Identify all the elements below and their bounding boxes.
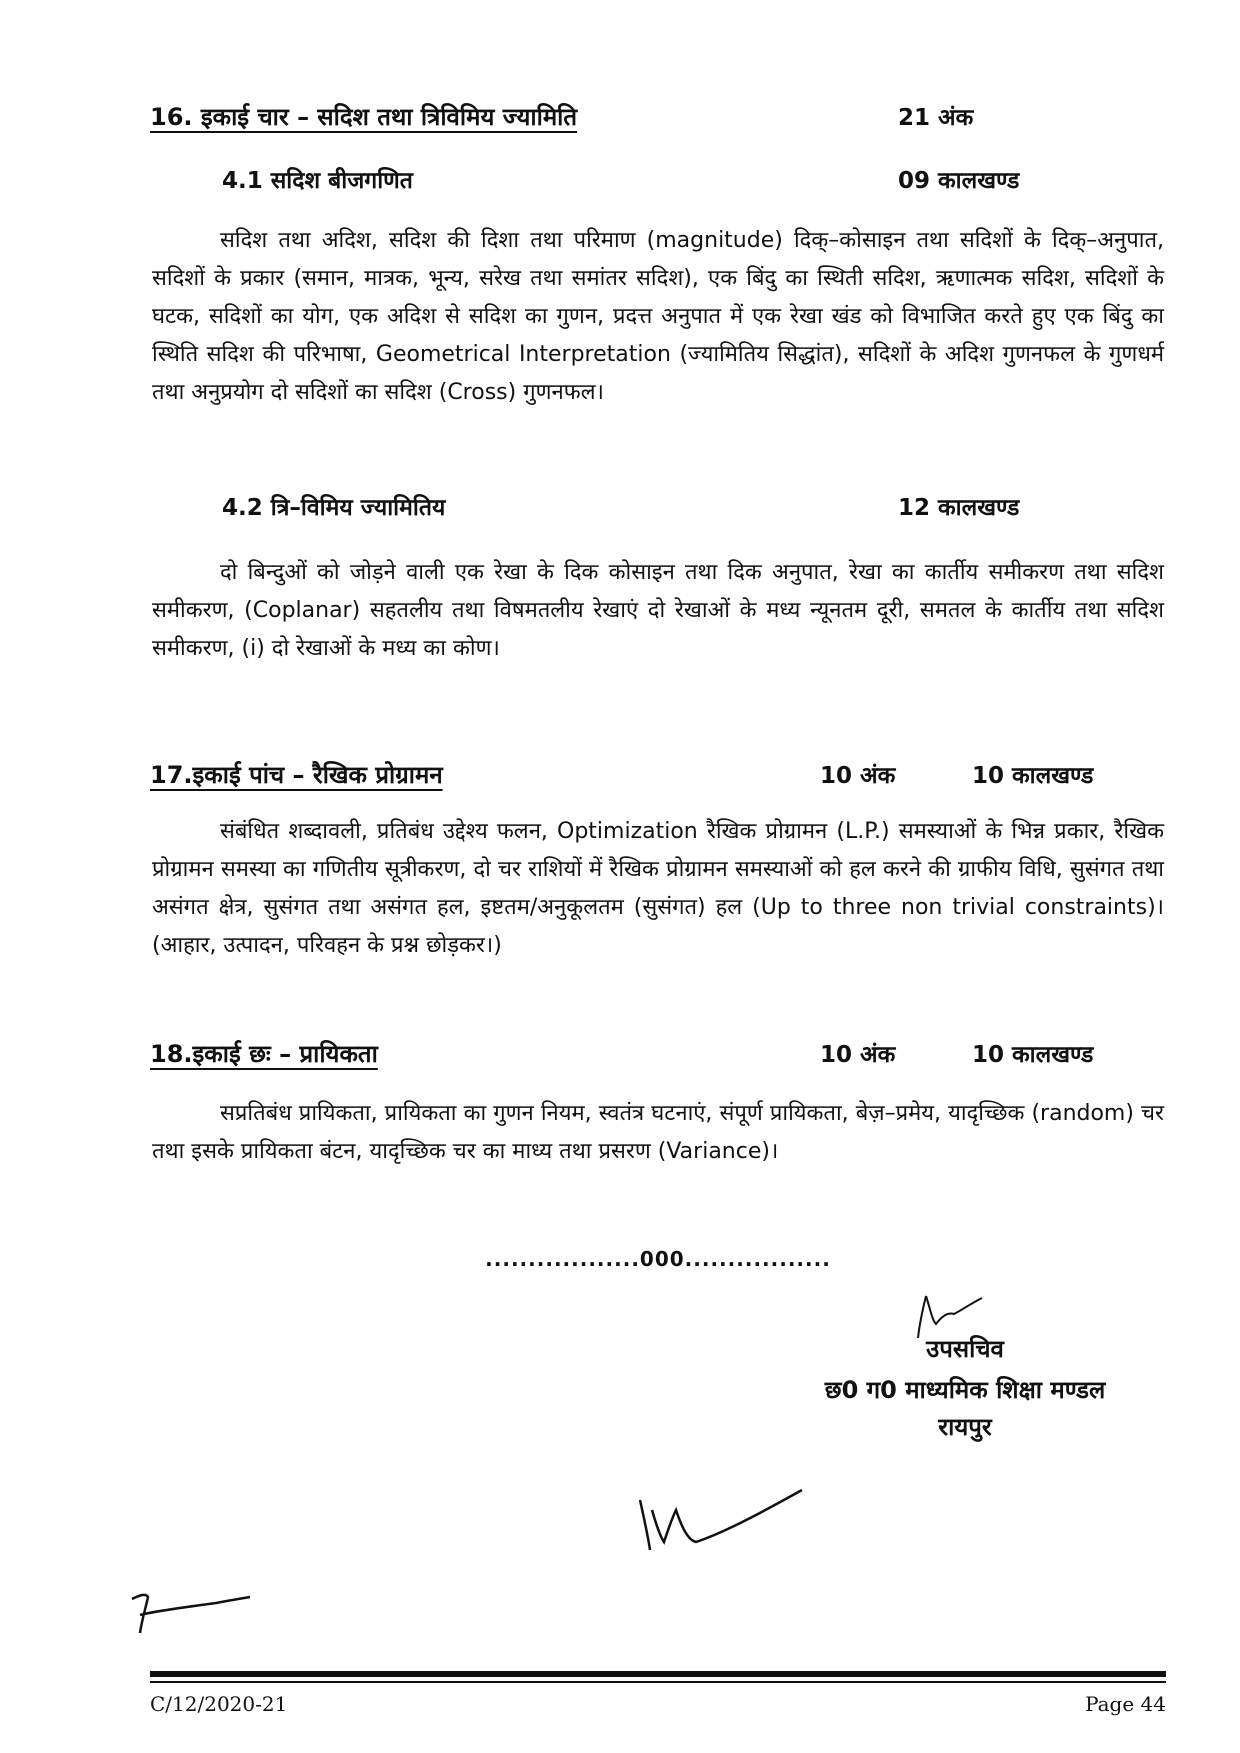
footer-rule-thin — [150, 1681, 1166, 1683]
unit-16-heading — [150, 100, 577, 133]
section-4-1-paragraph: सदिश तथा अदिश, सदिश की दिशा तथा परिमाण (magnitude) दिक्–कोसाइन तथा सदिशों के दिक्–अनुपात, सदिशों के प्रकार (समान, मात्रक, भून्य, सरेख तथा समांतर सदिश), एक बिंदु का स्थिती सदिश, ऋणात्मक सदिश, सदिशों के घटक, सदिशों का योग, एक अदिश से सदिश का गुणन, प्रदत्त अनुपात में एक रेखा खंड को विभाजित करते हुए एक बिंदु का स्थिति सदिश की परिभाषा, Geometrical Interpretation (ज्यामितिय सिद्धांत), सदिशों के अदिश गुणनफल के गुणधर्म तथा अनुप्रयोग दो सदिशों का सदिश (Cross) गुणनफल। — [152, 228, 1164, 405]
initial-scribble-icon — [630, 1480, 810, 1560]
section-4-1-periods: 09 कालखण्ड — [898, 168, 1020, 194]
section-4-2-periods: 12 कालखण्ड — [898, 495, 1020, 521]
unit-18-paragraph: सप्रतिबंध प्रायिकता, प्रायिकता का गुणन नियम, स्वतंत्र घटनाएं, संपूर्ण प्रायिकता, बेज़–प्रमेय, यादृच्छिक (random) चर तथा इसके प्रायिकता बंटन, यादृच्छिक चर का माध्य तथा प्रसरण (Variance)। — [152, 1101, 1164, 1164]
unit-16-heading-text: 16. इकाई चार – सदिश तथा त्रिविमिय ज्यामिति — [150, 103, 578, 131]
footer-rule-thick — [150, 1671, 1166, 1677]
unit-17-heading — [150, 758, 443, 791]
unit-17-heading-text: 17.इकाई पांच – रैखिक प्रोग्रामन — [150, 761, 443, 789]
unit-17-marks: 10 अंक — [820, 763, 896, 789]
signature-office: छ0 ग0 माध्यमिक शिक्षा मण्डल — [824, 1376, 1106, 1404]
section-4-1-title: 4.1 सदिश बीजगणित — [222, 168, 413, 194]
unit-18-heading — [150, 1037, 378, 1070]
section-4-2-title: 4.2 त्रि–विमिय ज्यामितिय — [222, 495, 446, 521]
unit-16-marks: 21 अंक — [898, 105, 974, 131]
unit-18-heading-text: 18.इकाई छः – प्रायिकता — [150, 1040, 378, 1068]
section-4-2-paragraph: दो बिन्दुओं को जोड़ने वाली एक रेखा के दिक कोसाइन तथा दिक अनुपात, रेखा का कार्तीय समीकरण तथा सदिश समीकरण, (Coplanar) सहतलीय तथा विषमतलीय रेखाएं दो रेखाओं के मध्य न्यूनतम दूरी, समतल के कार्तीय तथा सदिश समीकरण, (i) दो रेखाओं के मध्य का कोण। — [152, 560, 1164, 661]
signature-designation: उपसचिव — [926, 1335, 1004, 1363]
footer-code: C/12/2020-21 — [150, 1692, 288, 1716]
footer-page-number: Page 44 — [1085, 1692, 1166, 1716]
unit-18-marks: 10 अंक — [820, 1042, 896, 1068]
end-separator: ..................000................. — [485, 1247, 831, 1271]
unit-18-periods: 10 कालखण्ड — [972, 1042, 1094, 1068]
unit-17-paragraph: संबंधित शब्दावली, प्रतिबंध उद्देश्य फलन, Optimization रैखिक प्रोग्रामन (L.P.) समस्याओं के भिन्न प्रकार, रैखिक प्रोग्रामन समस्या का गणितीय सूत्रीकरण, दो चर राशियों में रैखिक प्रोग्रामन समस्याओं को हल करने की ग्राफीय विधि, सुसंगत तथा असंगत क्षेत्र, सुसंगत तथा असंगत हल, इष्टतम/अनुकूलतम (सुसंगत) हल (Up to three non trivial constraints)। (आहार, उत्पादन, परिवहन के प्रश्न छोड़कर।) — [152, 819, 1164, 958]
left-initial-icon — [126, 1585, 256, 1645]
unit-17-periods: 10 कालखण्ड — [972, 763, 1094, 789]
signature-city: रायपुर — [938, 1413, 992, 1441]
